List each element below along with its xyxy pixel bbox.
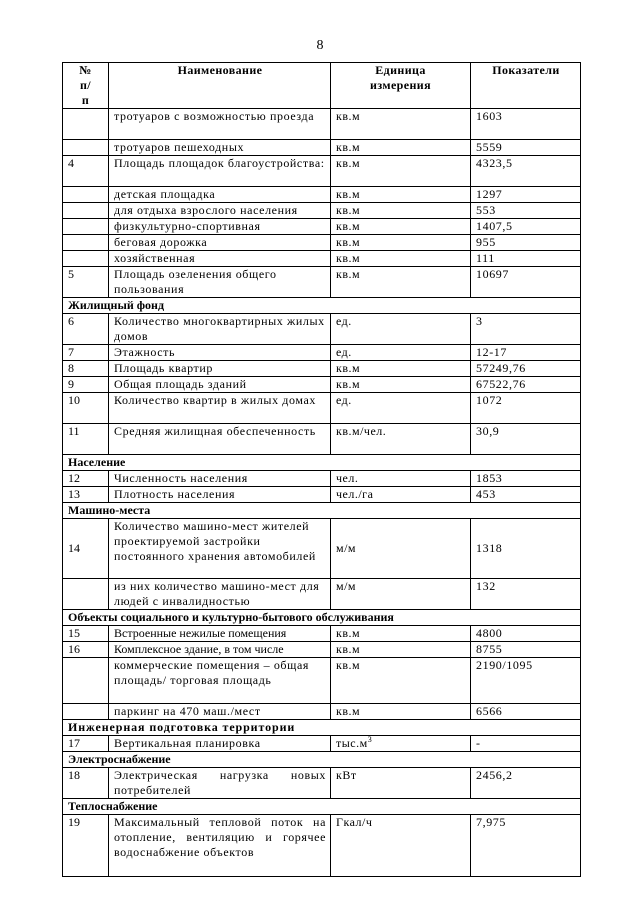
table-row (63, 377, 581, 393)
row-num (63, 704, 109, 720)
row-value: 1603 (471, 109, 581, 140)
section-row (63, 610, 581, 626)
section-row (63, 720, 581, 736)
row-unit (331, 736, 471, 752)
unit-text: тыс.м (336, 736, 368, 750)
row-name: Максимальный тепловой поток на отопление, вентиляцию и горячее водоснабжение объектов (109, 815, 331, 877)
row-name: Площадь озеленения общего пользования (109, 267, 331, 298)
row-unit: кв.м (331, 267, 471, 298)
header-unit: Единица измерения (331, 63, 471, 109)
table-row (63, 736, 581, 752)
row-num (63, 579, 109, 610)
row-num (63, 235, 109, 251)
row-value: 132 (471, 579, 581, 610)
row-name: паркинг на 470 маш./мест (109, 704, 331, 720)
row-name: детская площадка (109, 187, 331, 203)
row-unit: кв.м (331, 361, 471, 377)
row-name: коммерческие помещения – общая площадь/ торговая площадь (109, 658, 331, 704)
table-row (63, 235, 581, 251)
row-value: 2190/1095 (471, 658, 581, 704)
table-header-row (63, 63, 581, 109)
table-row (63, 203, 581, 219)
row-name: Площадь площадок благоустройства: (109, 156, 331, 187)
row-unit: ед. (331, 345, 471, 361)
row-num: 9 (63, 377, 109, 393)
row-value: - (471, 736, 581, 752)
row-name: из них количество машино-мест для людей с инвалидностью (109, 579, 331, 610)
row-unit: кв.м (331, 203, 471, 219)
section-title: Теплоснабжение (63, 799, 581, 815)
table-row (63, 156, 581, 187)
row-value: 4800 (471, 626, 581, 642)
table-row (63, 361, 581, 377)
row-num: 4 (63, 156, 109, 187)
row-name: Количество многоквартирных жилых домов (109, 314, 331, 345)
row-value: 10697 (471, 267, 581, 298)
row-name: физкультурно-спортивная (109, 219, 331, 235)
row-unit: м/м (331, 579, 471, 610)
row-value: 3 (471, 314, 581, 345)
indicators-table (62, 62, 581, 877)
row-name: Количество машино-мест жителей проектируемой застройки постоянного хранения автомобилей (109, 519, 331, 579)
row-num (63, 109, 109, 140)
row-unit: кв.м (331, 235, 471, 251)
row-name: Площадь квартир (109, 361, 331, 377)
header-value: Показатели (471, 63, 581, 109)
row-unit: м/м (331, 519, 471, 579)
table-row (63, 267, 581, 298)
table-row (63, 219, 581, 235)
row-num (63, 187, 109, 203)
table-row (63, 187, 581, 203)
row-value: 1853 (471, 471, 581, 487)
row-unit: кв.м (331, 219, 471, 235)
row-unit: кв.м (331, 626, 471, 642)
row-name: Плотность населения (109, 487, 331, 503)
row-unit: кв.м (331, 377, 471, 393)
table-row (63, 314, 581, 345)
row-name: Вертикальная планировка (109, 736, 331, 752)
row-value: 5559 (471, 140, 581, 156)
section-row (63, 503, 581, 519)
row-num (63, 658, 109, 704)
row-num (63, 140, 109, 156)
row-num: 5 (63, 267, 109, 298)
table-row (63, 626, 581, 642)
table-row (63, 345, 581, 361)
table-row (63, 471, 581, 487)
row-num: 8 (63, 361, 109, 377)
row-num (63, 203, 109, 219)
row-unit: ед. (331, 314, 471, 345)
table-row (63, 642, 581, 658)
unit-superscript: 3 (367, 735, 373, 744)
table-row (63, 140, 581, 156)
row-value: 67522,76 (471, 377, 581, 393)
table-row (63, 519, 581, 579)
table-row (63, 109, 581, 140)
row-value: 453 (471, 487, 581, 503)
row-value: 1297 (471, 187, 581, 203)
row-value: 4323,5 (471, 156, 581, 187)
row-value: 30,9 (471, 424, 581, 455)
row-value: 8755 (471, 642, 581, 658)
row-value: 2456,2 (471, 768, 581, 799)
table-row (63, 251, 581, 267)
row-name: тротуаров пешеходных (109, 140, 331, 156)
row-unit: кв.м (331, 704, 471, 720)
table-row (63, 579, 581, 610)
row-num: 17 (63, 736, 109, 752)
row-num: 12 (63, 471, 109, 487)
row-num: 16 (63, 642, 109, 658)
row-unit: кв.м (331, 251, 471, 267)
row-num: 19 (63, 815, 109, 877)
row-unit: ед. (331, 393, 471, 424)
row-unit: кв.м (331, 140, 471, 156)
row-unit: чел. (331, 471, 471, 487)
table-row (63, 393, 581, 424)
section-row (63, 298, 581, 314)
header-num: № п/п (63, 63, 109, 109)
row-name: Этажность (109, 345, 331, 361)
row-name: Встроенные нежилые помещения (109, 626, 331, 642)
row-num: 13 (63, 487, 109, 503)
row-value: 111 (471, 251, 581, 267)
row-name: для отдыха взрослого населения (109, 203, 331, 219)
row-name: Электрическая нагрузка новых потребителей (109, 768, 331, 799)
section-row (63, 455, 581, 471)
row-unit: кв.м (331, 156, 471, 187)
row-value: 1318 (471, 519, 581, 579)
row-num: 7 (63, 345, 109, 361)
table-row (63, 658, 581, 704)
row-name: Средняя жилищная обеспеченность (109, 424, 331, 455)
row-name: Количество квартир в жилых домах (109, 393, 331, 424)
header-name: Наименование (109, 63, 331, 109)
row-num: 11 (63, 424, 109, 455)
table-row (63, 704, 581, 720)
row-unit: кв.м (331, 109, 471, 140)
row-unit: кв.м (331, 642, 471, 658)
row-unit: чел./га (331, 487, 471, 503)
section-title: Население (63, 455, 581, 471)
page-number: 8 (316, 38, 324, 53)
row-num: 6 (63, 314, 109, 345)
row-value: 7,975 (471, 815, 581, 877)
section-row (63, 752, 581, 768)
row-name: Общая площадь зданий (109, 377, 331, 393)
row-value: 12-17 (471, 345, 581, 361)
row-value: 955 (471, 235, 581, 251)
section-row (63, 799, 581, 815)
row-unit: кВт (331, 768, 471, 799)
row-num: 18 (63, 768, 109, 799)
table-row (63, 424, 581, 455)
section-title: Жилищный фонд (63, 298, 581, 314)
row-unit: Гкал/ч (331, 815, 471, 877)
section-title: Инженерная подготовка территории (63, 720, 581, 736)
row-name: тротуаров с возможностью проезда (109, 109, 331, 140)
row-unit: кв.м (331, 187, 471, 203)
row-name: хозяйственная (109, 251, 331, 267)
row-unit: кв.м (331, 658, 471, 704)
table-row (63, 815, 581, 877)
row-value: 6566 (471, 704, 581, 720)
row-num (63, 251, 109, 267)
row-name: беговая дорожка (109, 235, 331, 251)
section-title: Электроснабжение (63, 752, 581, 768)
row-name: Численность населения (109, 471, 331, 487)
row-value: 1072 (471, 393, 581, 424)
row-num: 15 (63, 626, 109, 642)
row-value: 57249,76 (471, 361, 581, 377)
section-title: Машино-места (63, 503, 581, 519)
row-value: 1407,5 (471, 219, 581, 235)
row-num: 10 (63, 393, 109, 424)
row-value: 553 (471, 203, 581, 219)
table-row (63, 487, 581, 503)
table-row (63, 768, 581, 799)
row-name: Комплексное здание, в том числе (109, 642, 331, 658)
section-title: Объекты социального и культурно-бытового обслуживания (63, 610, 581, 626)
row-num (63, 219, 109, 235)
row-unit: кв.м/чел. (331, 424, 471, 455)
row-num: 14 (63, 519, 109, 579)
